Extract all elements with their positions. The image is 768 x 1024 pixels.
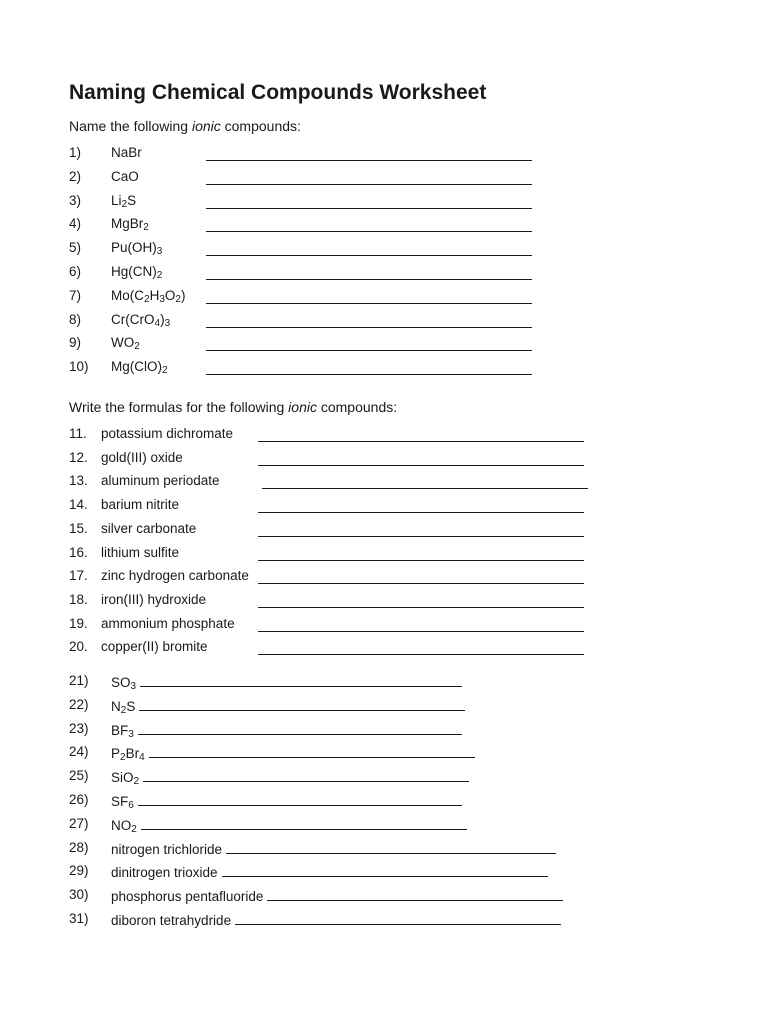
answer-blank[interactable] [140,672,462,687]
question-row [0,192,768,210]
answer-blank[interactable] [262,488,588,489]
formula: $NO_2$ [111,815,467,835]
question-number: 15. [69,520,88,536]
question-row [0,168,768,186]
formula: $SO_3$ [111,672,462,692]
answer-blank[interactable] [226,839,556,854]
question-number: 24) [69,744,89,760]
question-row [0,638,768,656]
formula: $N_2S$ [111,696,465,716]
formula: $Hg(CN)_2$ [111,264,163,281]
question-number: 4) [69,216,82,232]
question-number: 16. [69,544,88,560]
question-row [0,144,768,162]
answer-blank[interactable] [258,631,584,632]
question-row [0,496,768,514]
page-title: Naming Chemical Compounds Worksheet [69,81,487,104]
question-number: 1) [69,145,82,160]
question-number: 3) [69,192,82,208]
question-row [0,520,768,538]
instruction-emphasis: ionic [288,399,317,415]
question-number: 27) [69,815,89,831]
question-row [0,720,768,738]
compound-name: zinc hydrogen carbonate [101,568,249,584]
question-number: 31) [69,911,89,926]
formula: $SF_6$ [111,791,462,811]
answer-blank[interactable] [206,303,532,304]
question-row [0,567,768,585]
compound-name: ammonium phosphate [101,615,235,631]
question-row [0,358,768,376]
question-row [0,311,768,329]
question-number: 12. [69,449,88,465]
question-row [0,672,768,690]
formula: CaO [111,168,139,184]
question-number: 30) [69,887,89,903]
question-number: 20. [69,639,88,655]
question-row [0,334,768,352]
instruction-text: Write the formulas for the following [69,399,289,415]
answer-blank[interactable] [206,327,532,328]
answer-blank[interactable] [258,441,584,442]
instruction-text: compounds: [316,399,398,415]
answer-blank[interactable] [258,560,584,561]
question-number: 5) [69,240,82,256]
question-row [0,287,768,305]
question-number: 18. [69,591,88,607]
question-number: 17. [69,568,88,584]
compound-name: iron(III) hydroxide [101,591,207,607]
question-row [0,544,768,562]
question-row [0,886,768,904]
question-number: 8) [69,311,82,327]
formula: $Mo(C_2H_3O_2)$ [111,287,186,305]
answer-blank[interactable] [258,654,584,655]
answer-blank[interactable] [139,696,465,711]
formula: $Li_2S$ [111,192,137,210]
question-row [0,215,768,233]
question-row [0,839,768,857]
answer-blank[interactable] [206,350,532,351]
compound-name: aluminum periodate [101,473,220,489]
formula: MgBr$_2$ [111,216,149,234]
formula: SiO$_2$ [111,767,469,787]
question-row [0,743,768,764]
question-row [0,449,768,467]
question-row [0,815,768,833]
formula: $Pu(OH)_3$ [111,240,163,258]
answer-blank[interactable] [206,255,532,256]
question-row [0,615,768,633]
answer-blank[interactable] [267,886,563,901]
question-number: 21) [69,673,89,688]
question-row [0,263,768,281]
question-row [0,767,768,788]
formula: $P_2Br_4$ [111,743,475,763]
instruction-text: compounds: [220,118,301,134]
question-number: 22) [69,696,89,712]
answer-blank[interactable] [206,374,532,375]
compound-name: lithium sulfite [101,544,180,560]
question-number: 6) [69,264,82,279]
compound-name: nitrogen trichloride [111,839,556,859]
question-number: 13. [69,473,88,489]
answer-blank[interactable] [206,184,532,185]
answer-blank[interactable] [206,208,532,209]
formula: $WO_2$ [111,335,140,353]
compound-name: diboron tetrahydride [111,910,561,930]
instruction-emphasis: ionic [191,118,221,134]
question-number: 28) [69,839,89,855]
compound-name: gold(III) oxide [101,449,183,465]
section2-instruction [69,398,397,416]
answer-blank[interactable] [206,160,532,161]
section1-instruction [69,117,301,135]
question-row [0,696,768,714]
answer-blank[interactable] [138,791,462,806]
question-row [0,472,768,490]
question-number: 26) [69,792,89,807]
answer-blank[interactable] [258,512,584,513]
compound-name: potassium dichromate [101,426,234,441]
answer-blank[interactable] [143,767,469,782]
formula: NaBr [111,145,142,160]
answer-blank[interactable] [206,231,532,232]
question-row [0,791,768,809]
compound-name: silver carbonate [101,520,197,536]
question-row [0,591,768,609]
question-number: 11. [69,426,87,441]
compound-name: dinitrogen trioxide [111,862,548,882]
answer-blank[interactable] [206,279,532,280]
formula: $BF_3$ [111,720,462,740]
question-number: 9) [69,335,82,351]
formula: $Cr(CrO_4)_3$ [111,311,171,329]
answer-blank[interactable] [235,910,561,925]
answer-blank[interactable] [138,720,462,735]
answer-blank[interactable] [258,536,584,537]
question-row [0,910,768,928]
answer-blank[interactable] [149,743,475,758]
compound-name: phosphorus pentafluoride [111,886,563,906]
question-row [0,425,768,443]
question-number: 14. [69,497,88,513]
question-number: 7) [69,287,82,303]
answer-blank[interactable] [258,465,584,466]
question-number: 23) [69,720,89,736]
question-number: 25) [69,768,89,784]
instruction-text: Name the following [69,118,192,134]
compound-name: barium nitrite [101,497,180,513]
answer-blank[interactable] [222,862,548,877]
question-number: 29) [69,863,89,879]
formula: $Mg(ClO)_2$ [111,359,168,377]
question-number: 10) [69,359,89,375]
answer-blank[interactable] [141,815,467,830]
question-row [0,862,768,880]
question-row [0,239,768,257]
question-number: 2) [69,168,82,184]
answer-blank[interactable] [258,583,584,584]
question-number: 19. [69,615,88,631]
compound-name: copper(II) bromite [101,639,208,655]
answer-blank[interactable] [258,607,584,608]
